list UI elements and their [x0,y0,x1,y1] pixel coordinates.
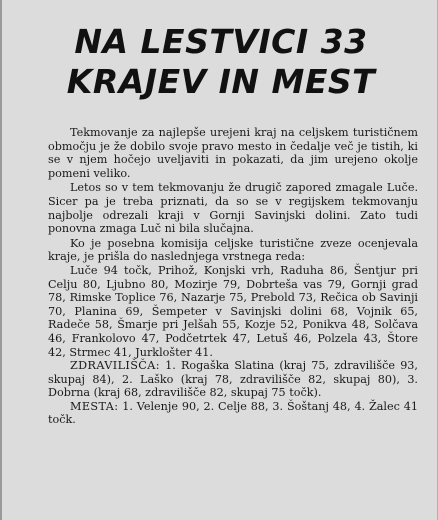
headline-line-2: KRAJEV IN MEST [66,62,376,101]
cities-label: MESTA: [70,399,119,413]
cities-text: 1. Velenje 90, 2. Celje 88, 3. Šoštanj 48, 4. Žalec 41 točk. [48,399,418,427]
headline [2,22,438,102]
spas-label: ZDRAVILIŠČA: [70,359,160,373]
paragraph-intro: Tekmovanje za najlepše urejeni kraj na celjskem turističnem območju je že dobilo svoje pravo mesto in čedalje več je tistih, ki se v njem hočejo uveljaviti in pokazati, da jim urejeno okolje pomeni veliko. [48,126,418,180]
headline-line-1: NA LESTVICI 33 [74,22,368,61]
paragraph-winners: Letos so v tem tekmovanju že drugič zapored zmagale Luče. Sicer pa je treba priznati, da so se v regijskem tekmovanju najbolje odrezali kraji v Gornji Savinjski dolini. Zato tudi ponovna zmaga Luč ni bila slučajna. [48,181,418,236]
paragraph-cities [48,400,418,427]
paragraph-ranking: Luče 94 točk, Prihož, Konjski vrh, Raduha 86, Šentjur pri Celju 80, Ljubno 80, Mozirje 79, Dobrteša vas 79, Gornji grad 78, Rimske Toplice 76, Nazarje 75, Prebold 73, Rečica ob Savinji 70, Planina 69, Šempeter v Savinjski dolini 68, Vojnik 65, Radeče 58, Šmarje pri Jelšah 55, Kozje 52, Ponikva 48, Solčava 46, Frankolovo 47, Podčetrtek 47, Letuš 46, Polzela 43, Štore 42, Strmec 41, Jurklošter 41. [48,263,418,359]
spas-text: 1. Rogaška Slatina (kraj 75, zdravilišče 93, skupaj 84), 2. Laško (kraj 78, zdravilišče 82, skupaj 80), 3. Dobrna (kraj 68, zdravilišče 82, skupaj 75 točk). [48,359,418,400]
paragraph-spas [48,359,418,400]
article-body [48,126,418,427]
paragraph-commission: Ko je posebna komisija celjske turistične zveze ocenjevala kraje, je prišla do naslednjega vrstnega reda: [48,236,418,264]
